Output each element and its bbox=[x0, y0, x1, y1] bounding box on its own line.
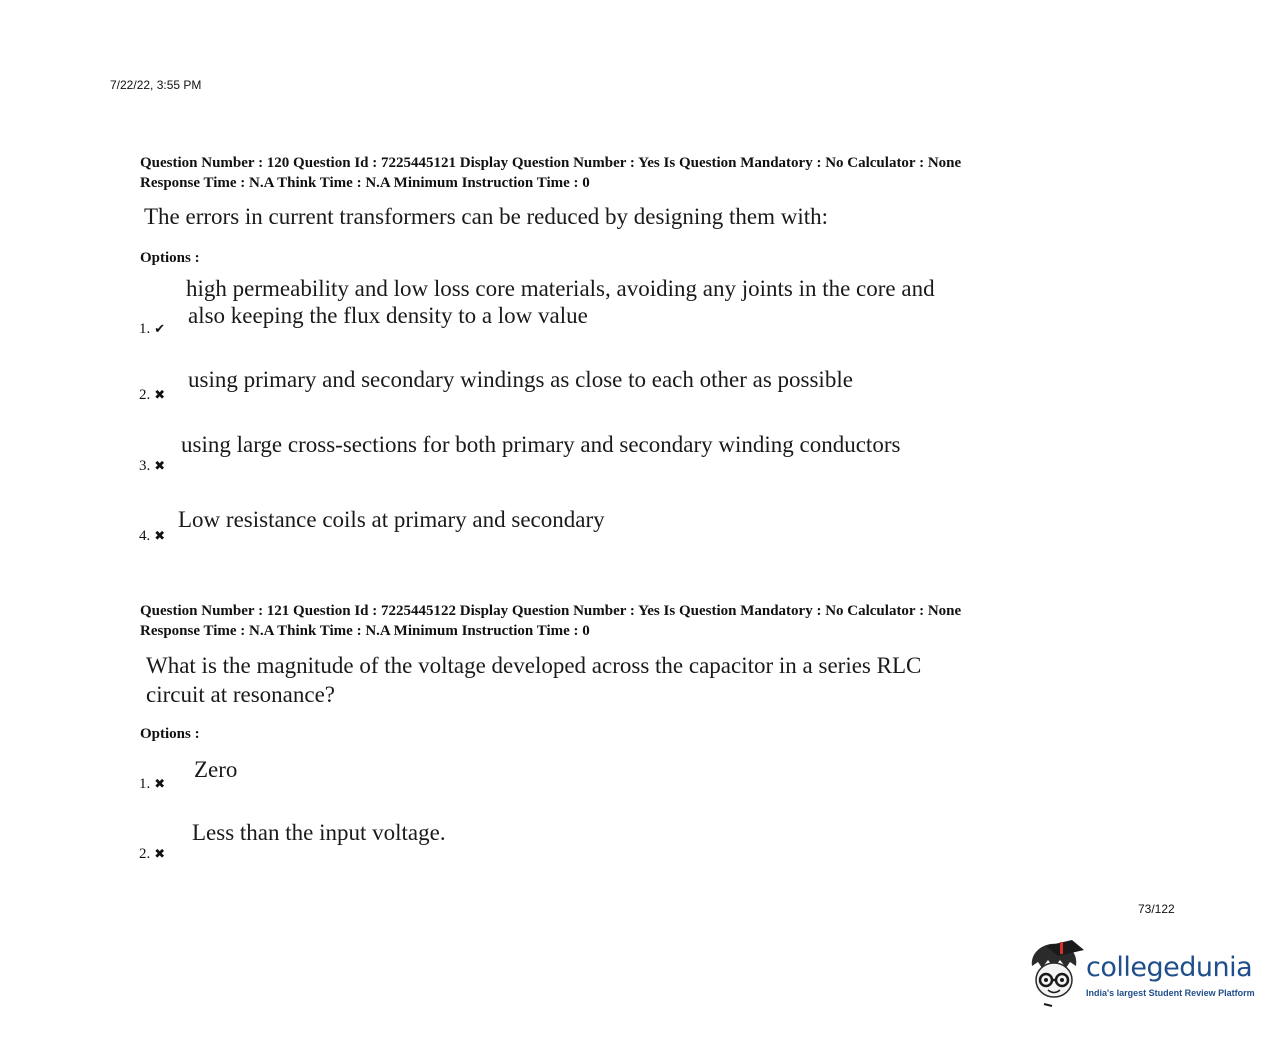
option-4-text: Low resistance coils at primary and secondary bbox=[178, 507, 605, 532]
option-2-text: Less than the input voltage. bbox=[192, 820, 446, 845]
option-2-number: 2. ✖ bbox=[139, 387, 166, 403]
cross-icon: ✖ bbox=[154, 458, 166, 473]
collegedunia-logo bbox=[1026, 940, 1256, 1010]
question-meta-line-2: Response Time : N.A Think Time : N.A Minimum Instruction Time : 0 bbox=[140, 175, 590, 191]
cross-icon: ✖ bbox=[154, 387, 166, 402]
logo-wordmark: collegedunia bbox=[1086, 952, 1253, 983]
mascot-icon bbox=[1026, 940, 1086, 1010]
option-3-number: 3. ✖ bbox=[139, 458, 166, 474]
question-meta-line-1: Question Number : 121 Question Id : 7225445122 Display Question Number : Yes Is Question Mandatory : No Calculator : None bbox=[140, 603, 962, 619]
question-meta-line-1: Question Number : 120 Question Id : 7225445121 Display Question Number : Yes Is Question Mandatory : No Calculator : None bbox=[140, 155, 962, 171]
question-meta-line-2: Response Time : N.A Think Time : N.A Minimum Instruction Time : 0 bbox=[140, 623, 590, 639]
options-label: Options : bbox=[140, 250, 200, 266]
checkmark-icon: ✔ bbox=[154, 321, 166, 336]
options-label: Options : bbox=[140, 726, 200, 742]
cross-icon: ✖ bbox=[154, 528, 166, 543]
option-1-number: 1. ✔ bbox=[139, 321, 166, 337]
option-1-number: 1. ✖ bbox=[139, 776, 166, 792]
option-2-text: using primary and secondary windings as close to each other as possible bbox=[188, 367, 853, 392]
option-4-number: 4. ✖ bbox=[139, 528, 166, 544]
cross-icon: ✖ bbox=[154, 846, 166, 861]
option-3-text: using large cross-sections for both primary and secondary winding conductors bbox=[181, 432, 901, 457]
option-1-text: Zero bbox=[194, 757, 238, 782]
cross-icon: ✖ bbox=[154, 776, 166, 791]
option-1-text-line-2: also keeping the flux density to a low value bbox=[188, 303, 588, 328]
logo-tagline: India's largest Student Review Platform bbox=[1086, 988, 1255, 998]
option-2-number: 2. ✖ bbox=[139, 846, 166, 862]
question-text-line-1: What is the magnitude of the voltage developed across the capacitor in a series RLC bbox=[146, 653, 922, 678]
question-text-line-2: circuit at resonance? bbox=[146, 682, 335, 707]
page-number: 73/122 bbox=[1138, 902, 1175, 916]
question-text: The errors in current transformers can be reduced by designing them with: bbox=[144, 204, 829, 229]
print-timestamp: 7/22/22, 3:55 PM bbox=[110, 78, 202, 92]
option-1-text-line-1: high permeability and low loss core materials, avoiding any joints in the core and bbox=[186, 276, 935, 301]
